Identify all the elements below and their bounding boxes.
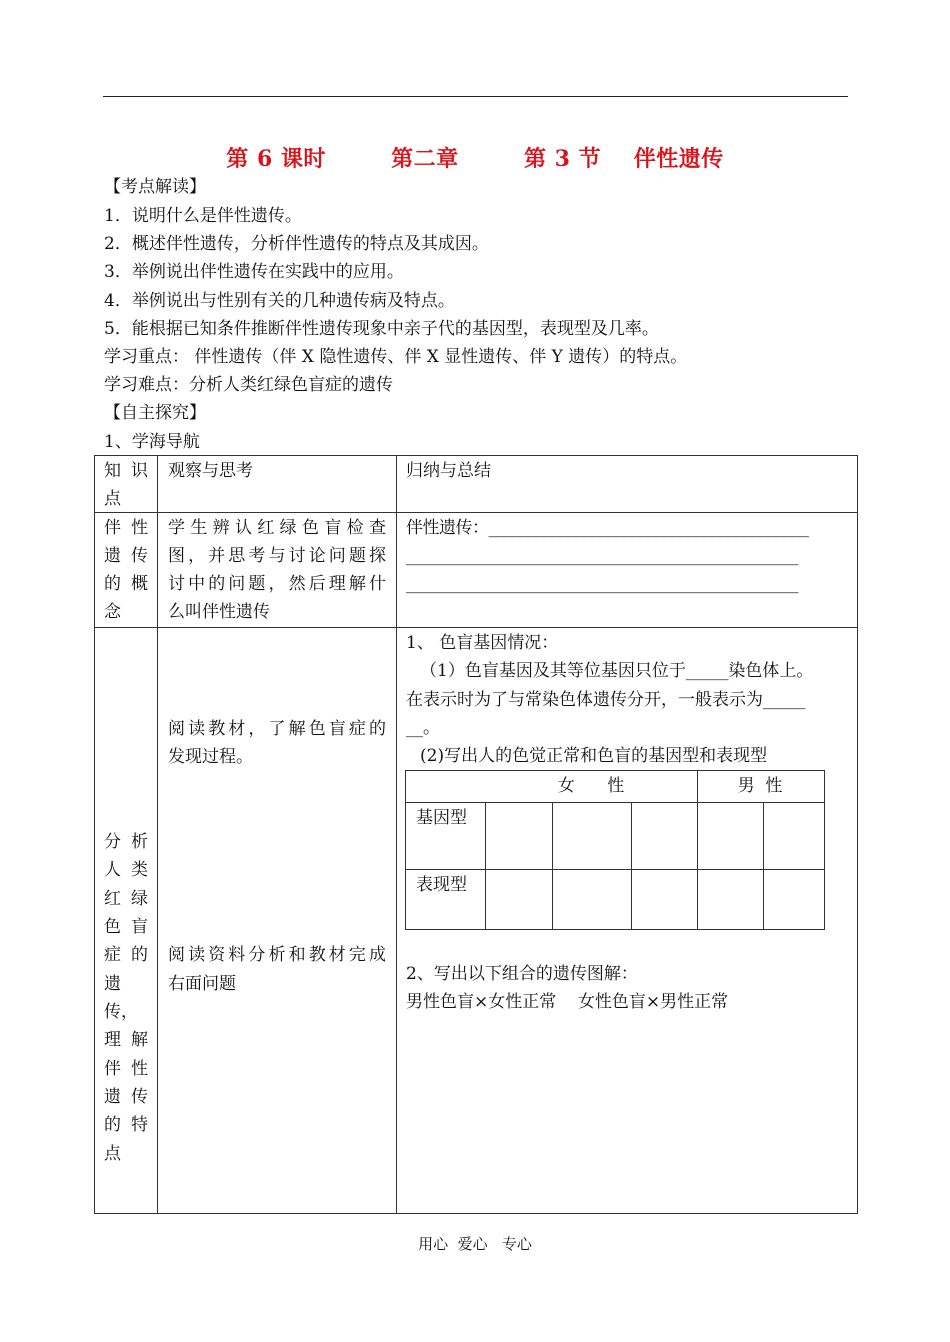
header-rule	[103, 96, 848, 97]
row1-observe: 讨中的问题，然后理解什	[168, 574, 386, 594]
row2-observe-b: 右面问题	[168, 974, 236, 994]
row1-observe: 么叫伴性遗传	[168, 602, 270, 622]
study-difficulty: 学习难点：分析人类红绿色盲症的遗传	[104, 375, 393, 395]
genotype-col-divider	[631, 802, 632, 929]
row1-topic: 伴 性	[104, 518, 148, 538]
row2-topic: 伴 性	[104, 1059, 148, 1079]
row2-topic: 症 的	[104, 945, 148, 965]
row2-topic: 遗 传	[104, 1087, 148, 1107]
row1-definition-blank[interactable]: 伴性遗传：________________________________________	[406, 518, 809, 538]
nav-title: 1、学海导航	[104, 432, 200, 452]
genotype-col-divider	[763, 802, 764, 929]
row1-topic: 念	[104, 602, 121, 622]
female-header: 女 性	[557, 776, 625, 796]
row2-observe-a: 阅读教材，了解色盲症的	[168, 719, 386, 739]
gene-location-question[interactable]: （1）色盲基因及其等位基因只位于_____染色体上。	[420, 661, 814, 681]
col-divider-2	[396, 455, 397, 1213]
row2-topic: 遗	[104, 974, 121, 994]
cross-combinations: 男性色盲×女性正常 女性色盲×男性正常	[406, 992, 729, 1012]
point-3: 3．举例说出伴性遗传在实践中的应用。	[104, 262, 404, 282]
footer-motto: 用心 爱心 专心	[418, 1235, 532, 1253]
male-header: 男 性	[737, 776, 783, 796]
header-summary: 归纳与总结	[406, 461, 491, 481]
col-divider-1	[157, 455, 158, 1213]
row2-observe-a: 发现过程。	[168, 747, 253, 767]
row2-observe-b: 阅读资料分析和教材完成	[168, 945, 386, 965]
row-divider-2	[94, 627, 857, 628]
row2-topic: 分 析	[104, 832, 148, 852]
header-knowledge-l2: 点	[104, 489, 121, 509]
genotype-label: 基因型	[416, 808, 467, 828]
phenotype-label: 表现型	[416, 875, 467, 895]
row1-observe: 图，并思考与讨论问题探	[168, 546, 386, 566]
row2-topic: 红 绿	[104, 889, 148, 909]
explore-header: 【自主探究】	[104, 403, 206, 423]
genotype-col-divider	[485, 802, 486, 929]
row2-topic: 理 解	[104, 1030, 148, 1050]
genotype-col-divider	[552, 802, 553, 929]
gene-notation-question[interactable]: 在表示时为了与常染色体遗传分开，一般表示为_____	[406, 690, 806, 710]
row2-topic: 人 类	[104, 860, 148, 880]
header-knowledge-l1: 知 识	[104, 461, 148, 481]
header-observe: 观察与思考	[168, 461, 253, 481]
row1-definition-blank[interactable]: _________________________________________________	[406, 546, 798, 566]
gene-notation-question-cont[interactable]: __。	[406, 718, 440, 738]
row1-topic: 遗 传	[104, 546, 148, 566]
page-title: 第 6 课时 第二章 第 3 节 伴性遗传	[226, 146, 724, 172]
row2-topic: 传，	[104, 1002, 138, 1022]
study-focus: 学习重点： 伴性遗传（伴 X 隐性遗传、伴 X 显性遗传、伴 Y 遗传）的特点。	[104, 347, 688, 367]
row-divider-1	[94, 512, 857, 513]
row2-topic: 点	[104, 1144, 121, 1164]
genotype-row-divider	[405, 802, 824, 803]
kaodian-header: 【考点解读】	[104, 177, 206, 197]
row2-topic: 的 特	[104, 1115, 148, 1135]
genotype-row-divider	[405, 869, 824, 870]
row1-observe: 学生辨认红绿色盲检查	[168, 518, 386, 538]
cross-diagram-question: 2、写出以下组合的遗传图解：	[406, 964, 638, 984]
row1-topic: 的 概	[104, 574, 148, 594]
row2-topic: 色 盲	[104, 917, 148, 937]
point-4: 4．举例说出与性别有关的几种遗传病及特点。	[104, 291, 455, 311]
row1-definition-blank[interactable]: _________________________________________________	[406, 574, 798, 594]
point-5: 5．能根据已知条件推断伴性遗传现象中亲子代的基因型，表现型及几率。	[104, 319, 659, 339]
point-1: 1．说明什么是伴性遗传。	[104, 206, 302, 226]
genotype-question: (2)写出人的色觉正常和色盲的基因型和表现型	[420, 746, 768, 766]
point-2: 2．概述伴性遗传，分析伴性遗传的特点及其成因。	[104, 234, 489, 254]
gene-situation-heading: 1、 色盲基因情况：	[406, 633, 559, 653]
